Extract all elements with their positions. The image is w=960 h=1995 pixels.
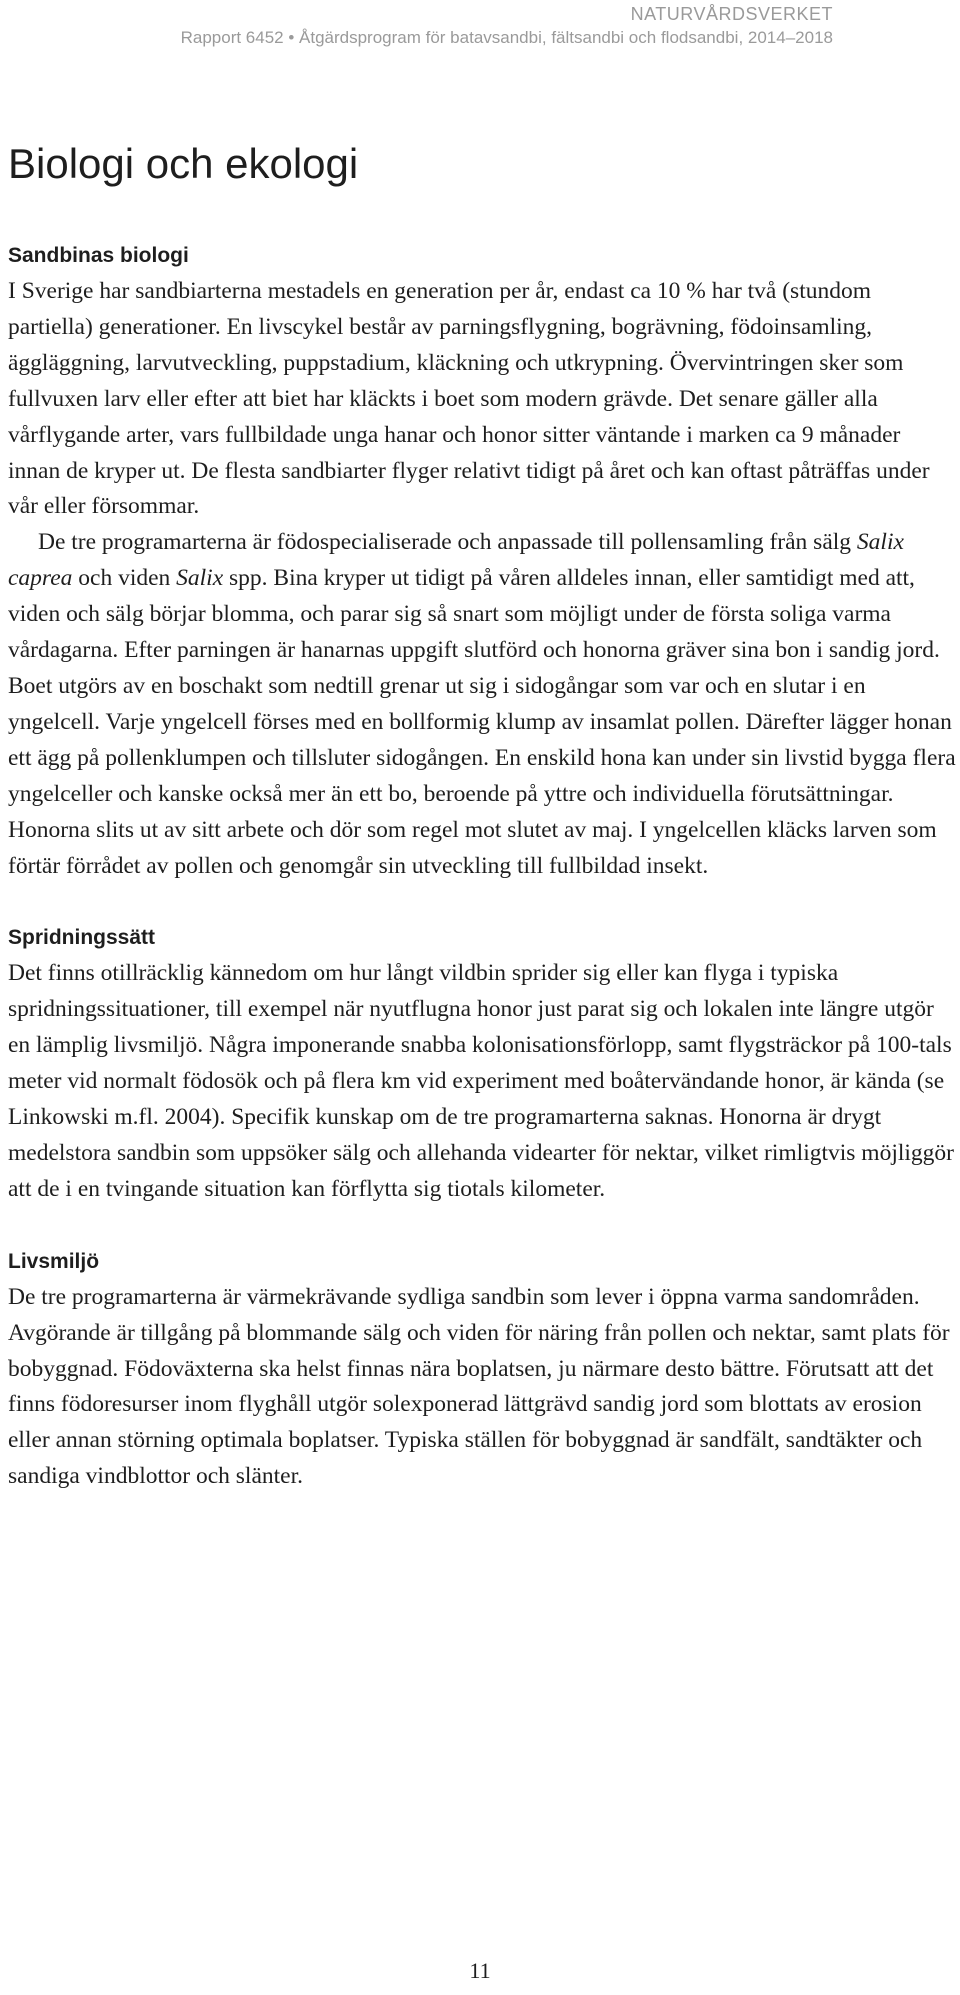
page-number: 11 [469,1958,491,1983]
report-title-line: Rapport 6452 • Åtgärdsprogram för batavsandbi, fältsandbi och flodsandbi, 2014–2018 [180,28,833,47]
agency-name: NATURVÅRDSVERKET [630,4,833,24]
genus-name: Salix [176,565,224,592]
paragraph-text: och viden [72,565,177,592]
paragraph [8,525,958,884]
paragraph-text: spp. Bina kryper ut tidigt på våren alldeles innan, eller samtidigt med att, viden och sälg börjar blomma, och parar sig så snart som möjligt under de första soliga varma vårdagarna. Efter parningen är hanarnas uppgift slutförd och honorna gräver sina bon i sandig jord. Boet utgörs av en boschakt som nedtill grenar ut sig i sidogångar som var och en slutar i en yngelcell. Varje yngelcell förses med en bollformig klump av insamlat pollen. Därefter lägger honan ett ägg på pollenklumpen och tillsluter sidogången. En enskild hona kan under sin livstid bygga flera yngelceller och kanske också mer än ett bo, beroende på yttre och individuella förutsättningar. Honorna slits ut av sitt arbete och dör som regel mot slutet av maj. I yngelcellen kläcks larven som förtär förrådet av pollen och genomgår sin utveckling till fullbildad insekt. [8,565,956,879]
section-heading: Spridningssätt [8,926,156,950]
section-heading: Livsmiljö [8,1249,100,1273]
paragraph-text: De tre programarterna är födospecialiserade och anpassade till pollensamling från sälg [38,529,857,556]
species-name: Salix caprea [8,529,904,592]
paragraph: De tre programarterna är värmekrävande sydliga sandbin som lever i öppna varma sandområden. Avgörande är tillgång på blommande sälg och viden för näring från pollen och nektar, samt plats för bobyggnad. Födoväxterna ska helst finnas nära boplatsen, ju närmare desto bättre. Förutsatt att det finns födoresurser inom flyghåll utgör solexponerad lättgrävd sandig jord som blottats av erosion eller annan störning optimala boplatser. Typiska ställen för bobyggnad är sandfält, sandtäkter och sandiga vindblottor och slänter. [8,1283,950,1490]
section-spridningssatt [8,920,958,1207]
section-heading: Sandbinas biologi [8,244,189,267]
main-content [8,140,958,1531]
section-sandbinas-biologi [8,238,958,884]
paragraph: Det finns otillräcklig kännedom om hur långt vildbin sprider sig eller kan flyga i typiska spridningssituationer, till exempel när nyutflugna honor just parat sig och lokalen inte längre utgör en lämplig livsmiljö. Några imponerande snabba kolonisationsförlopp, samt flygsträckor på 100-tals meter vid normalt födosök och på flera km vid experiment med boåtervändande honor, är kända (se Linkowski m.fl. 2004). Specifik kunskap om de tre programarterna saknas. Honorna är drygt medelstora sandbin som uppsöker sälg och allehanda videarter för nektar, vilket rimligtvis möjliggör att de i en tvingande situation kan förflytta sig tiotals kilometer. [8,960,955,1202]
chapter-title: Biologi och ekologi [8,140,359,187]
section-livsmiljo [8,1244,958,1495]
paragraph: I Sverige har sandbiarterna mestadels en generation per år, endast ca 10 % har två (stundom partiella) generationer. En livscykel består av parningsflygning, bogrävning, födoinsamling, äggläggning, larvutveckling, puppstadium, kläckning och utkrypning. Övervintringen sker som fullvuxen larv eller efter att biet har kläckts i boet som modern grävde. Det senare gäller alla vårflygande arter, vars fullbildade unga hanar och honor sitter väntande i marken ca 9 månader innan de kryper ut. De flesta sandbiarter flyger relativt tidigt på året och kan oftast påträffas under vår eller försommar. [8,278,930,520]
